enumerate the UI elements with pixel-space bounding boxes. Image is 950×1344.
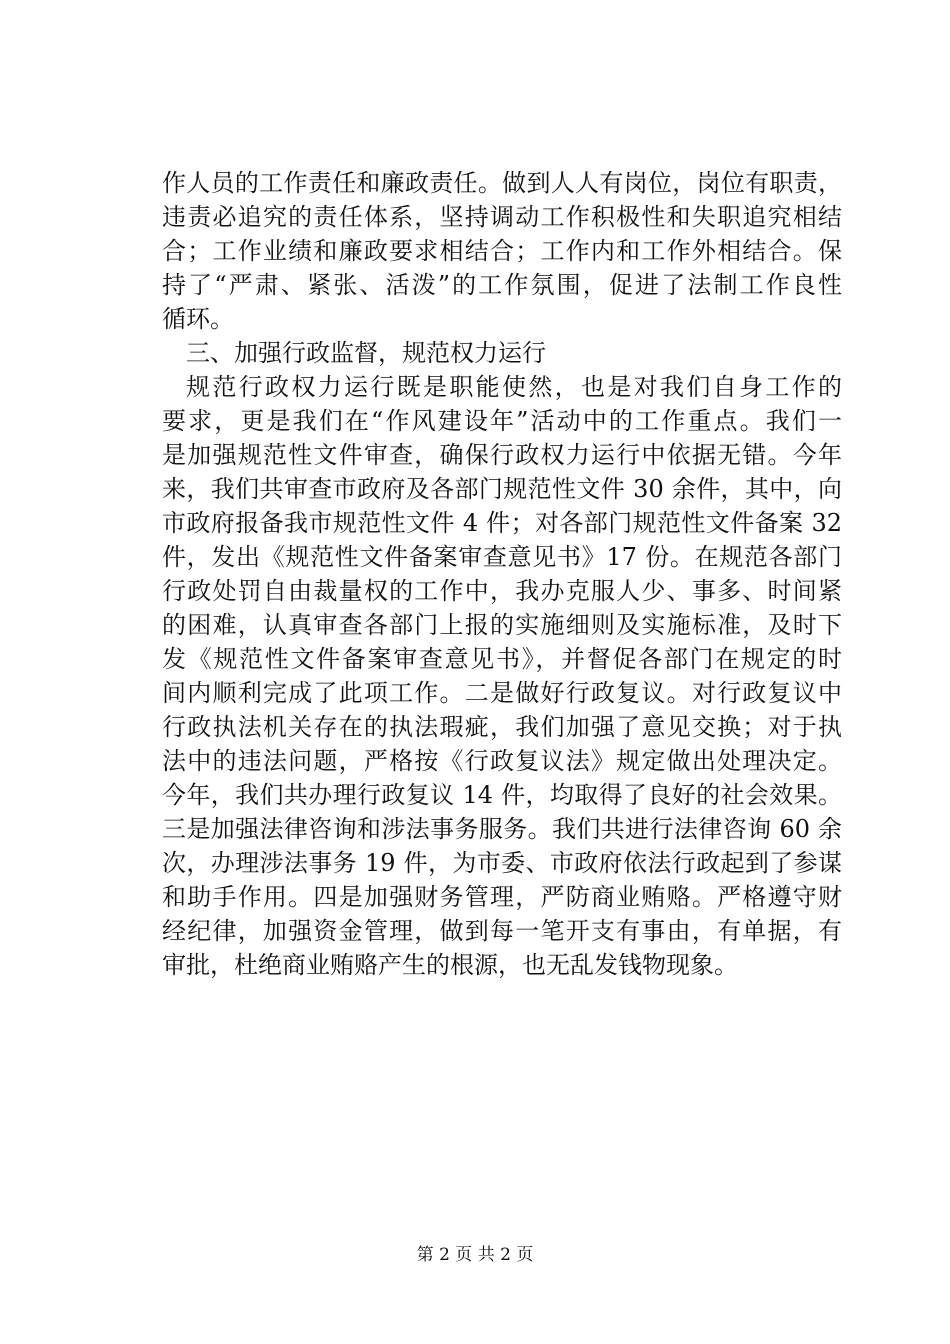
text-line: 法中的违法问题，严格按《行政复议法》规定做出处理决定。 xyxy=(162,747,842,775)
text-line: 作人员的工作责任和廉政责任。做到人人有岗位，岗位有职责， xyxy=(162,169,842,197)
text-line: 的困难，认真审查各部门上报的实施细则及实施标准，及时下 xyxy=(162,611,842,639)
text-line: 和助手作用。四是加强财务管理，严防商业贿赂。严格遵守财 xyxy=(162,883,842,911)
text-line: 经纪律，加强资金管理，做到每一笔开支有事由，有单据，有 xyxy=(162,917,842,945)
text-line: 间内顺利完成了此项工作。二是做好行政复议。对行政复议中 xyxy=(162,679,842,707)
text-line: 审批，杜绝商业贿赂产生的根源，也无乱发钱物现象。 xyxy=(162,951,738,979)
section-heading: 三、加强行政监督，规范权力运行 xyxy=(186,339,546,367)
text-line: 三是加强法律咨询和涉法事务服务。我们共进行法律咨询 60 余 xyxy=(162,815,842,843)
text-line: 行政执法机关存在的执法瑕疵，我们加强了意见交换；对于执 xyxy=(162,713,842,741)
text-line: 次，办理涉法事务 19 件，为市委、市政府依法行政起到了参谋 xyxy=(162,849,842,877)
text-line: 合；工作业绩和廉政要求相结合；工作内和工作外相结合。保 xyxy=(162,237,842,265)
text-line: 来，我们共审查市政府及各部门规范性文件 30 余件，其中，向 xyxy=(162,475,842,503)
text-line: 持了“严肃、紧张、活泼”的工作氛围，促进了法制工作良性 xyxy=(162,271,842,299)
text-line: 循环。 xyxy=(162,305,234,333)
text-line: 行政处罚自由裁量权的工作中，我办克服人少、事多、时间紧 xyxy=(162,577,842,605)
text-line: 是加强规范性文件审查，确保行政权力运行中依据无错。今年 xyxy=(162,441,842,469)
text-line: 今年，我们共办理行政复议 14 件，均取得了良好的社会效果。 xyxy=(162,781,842,809)
text-line: 要求，更是我们在“作风建设年”活动中的工作重点。我们一 xyxy=(162,407,842,435)
text-line: 规范行政权力运行既是职能使然，也是对我们自身工作的 xyxy=(186,373,842,401)
page-footer: 第 2 页 共 2 页 xyxy=(416,1245,534,1265)
text-line: 市政府报备我市规范性文件 4 件；对各部门规范性文件备案 32 xyxy=(162,509,842,537)
text-line: 件，发出《规范性文件备案审查意见书》17 份。在规范各部门 xyxy=(162,543,842,571)
text-line: 发《规范性文件备案审查意见书》，并督促各部门在规定的时 xyxy=(162,645,842,673)
body-text xyxy=(162,166,842,982)
text-line: 违责必追究的责任体系，坚持调动工作积极性和失职追究相结 xyxy=(162,203,842,231)
